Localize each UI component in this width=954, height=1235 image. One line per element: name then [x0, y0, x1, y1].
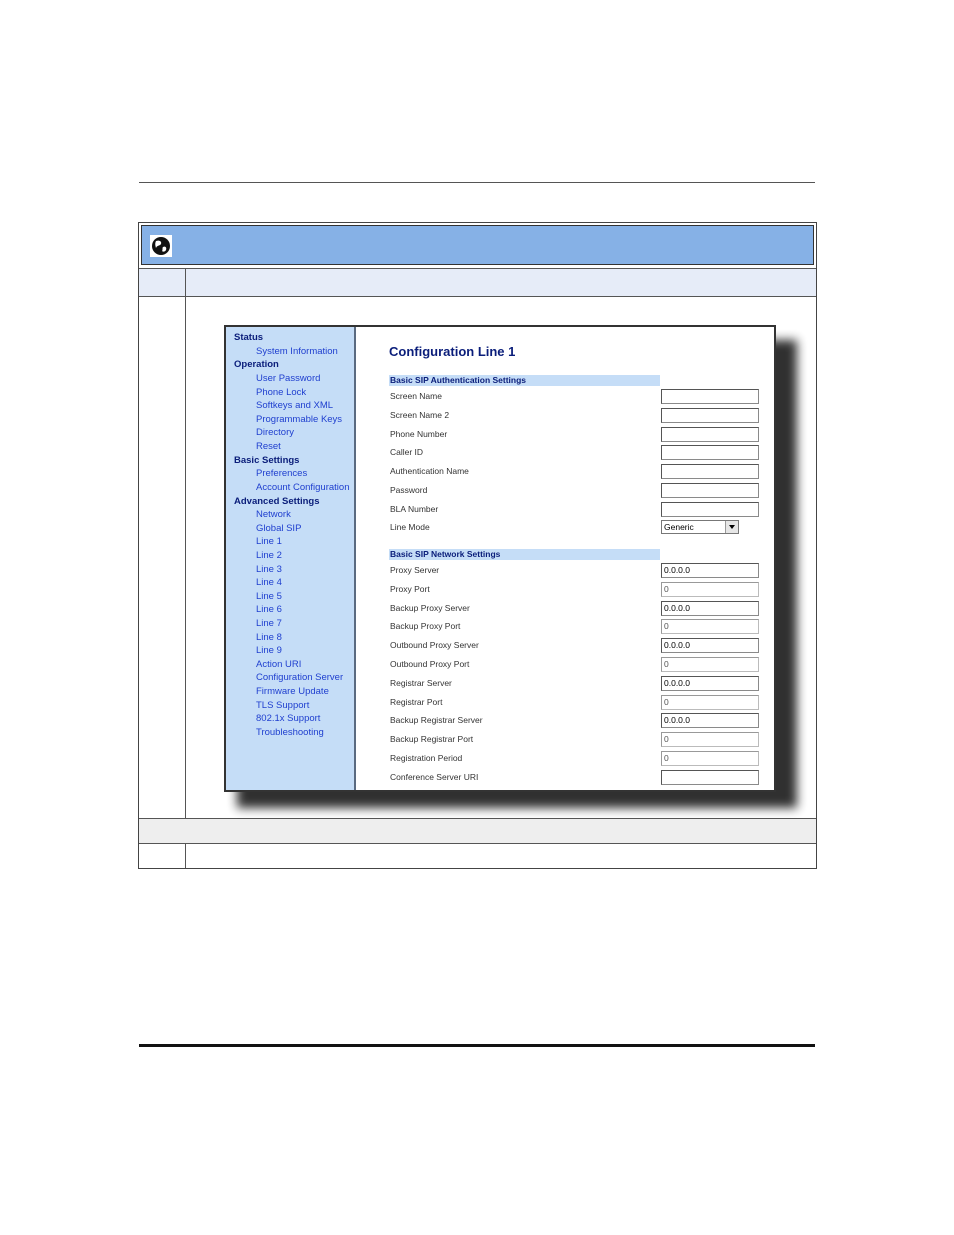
sidebar-item-line-2[interactable]: Line 2: [256, 550, 282, 561]
bla-number-input[interactable]: [661, 502, 759, 517]
backup-registrar-server-label: Backup Registrar Server: [390, 715, 483, 726]
phone-number-label: Phone Number: [390, 428, 448, 439]
screen-name-2-label: Screen Name 2: [390, 409, 450, 420]
outbound-proxy-server-input[interactable]: 0.0.0.0: [661, 638, 759, 653]
web-ui-screenshot: [224, 325, 776, 792]
sidebar-item-line-3[interactable]: Line 3: [256, 563, 282, 575]
sidebar-item-line-4[interactable]: Line 4: [256, 577, 282, 589]
registrar-port-label: Registrar Port: [390, 696, 443, 707]
backup-registrar-server-input[interactable]: 0.0.0.0: [661, 713, 759, 728]
table-row: [139, 844, 816, 868]
authentication-name-input[interactable]: [661, 464, 759, 479]
proxy-port-input[interactable]: 0: [661, 582, 759, 597]
sidebar-item-softkeys-and-xml[interactable]: Softkeys and XML: [256, 400, 334, 412]
sidebar-item-line-7[interactable]: Line 7: [256, 618, 282, 629]
backup-proxy-port-input[interactable]: 0: [661, 619, 759, 634]
sidebar-section-basic-settings[interactable]: Basic Settings: [234, 454, 300, 466]
proxy-server-input[interactable]: 0.0.0.0: [661, 563, 759, 578]
sidebar-item-line-5[interactable]: Line 5: [256, 590, 282, 602]
proxy-server-label: Proxy Server: [390, 565, 440, 575]
caller-id-input[interactable]: [661, 445, 759, 460]
sidebar-item-programmable-keys[interactable]: Programmable Keys: [256, 413, 343, 425]
line-mode-select[interactable]: [661, 520, 739, 534]
sidebar-item-reset[interactable]: Reset: [256, 441, 281, 452]
section-heading-auth: Basic SIP Authentication Settings: [389, 375, 660, 386]
backup-registrar-port-input[interactable]: 0: [661, 732, 759, 747]
bottom-rule: [139, 1044, 815, 1047]
sidebar-item-configuration-server[interactable]: Configuration Server: [256, 672, 344, 684]
caller-id-label: Caller ID: [390, 447, 424, 458]
page-title: Configuration Line 1: [389, 344, 516, 359]
sidebar-item-firmware-update[interactable]: Firmware Update: [256, 686, 329, 697]
registration-period-label: Registration Period: [390, 753, 463, 763]
sidebar-item-troubleshooting[interactable]: Troubleshooting: [256, 726, 324, 738]
backup-proxy-server-label: Backup Proxy Server: [390, 602, 470, 613]
conference-server-uri-input[interactable]: [661, 770, 759, 785]
screen-name-2-input[interactable]: [661, 408, 759, 423]
sidebar-item-line-8[interactable]: Line 8: [256, 631, 282, 643]
backup-proxy-server-input[interactable]: 0.0.0.0: [661, 601, 759, 616]
sidebar-item-global-sip[interactable]: Global SIP: [256, 522, 302, 534]
sidebar-item-system-information[interactable]: System Information: [256, 345, 338, 357]
section-heading-network: Basic SIP Network Settings: [389, 549, 660, 560]
table-header-bar: [141, 225, 814, 265]
table-row: [139, 818, 816, 844]
proxy-port-label: Proxy Port: [390, 583, 430, 594]
sidebar-item-line-6[interactable]: Line 6: [256, 604, 282, 616]
line-mode-value: Generic: [664, 522, 694, 532]
outbound-proxy-server-label: Outbound Proxy Server: [390, 640, 479, 651]
table-row: [139, 268, 816, 297]
sidebar-item-line-1[interactable]: Line 1: [256, 536, 282, 548]
sidebar-section-operation[interactable]: Operation: [234, 359, 279, 371]
outbound-proxy-port-input[interactable]: 0: [661, 657, 759, 672]
sidebar-nav: [226, 327, 356, 790]
sidebar-item-action-uri[interactable]: Action URI: [256, 658, 302, 670]
top-rule: [139, 182, 815, 183]
screen-name-input[interactable]: [661, 389, 759, 404]
sidebar-item-user-password[interactable]: User Password: [256, 373, 321, 384]
backup-registrar-port-label: Backup Registrar Port: [390, 734, 474, 745]
backup-proxy-port-label: Backup Proxy Port: [390, 621, 461, 632]
sidebar-item-directory[interactable]: Directory: [256, 427, 295, 439]
sidebar-item-tls-support[interactable]: TLS Support: [256, 699, 310, 711]
authentication-name-label: Authentication Name: [390, 466, 469, 477]
sidebar-section-advanced-settings[interactable]: Advanced Settings: [234, 495, 320, 507]
sidebar-item-802-1x-support[interactable]: 802.1x Support: [256, 713, 321, 725]
sidebar-item-preferences[interactable]: Preferences: [256, 468, 308, 480]
registrar-port-input[interactable]: 0: [661, 695, 759, 710]
globe-icon: [150, 235, 172, 257]
sidebar-item-phone-lock[interactable]: Phone Lock: [256, 386, 307, 398]
registrar-server-label: Registrar Server: [390, 677, 452, 688]
outbound-proxy-port-label: Outbound Proxy Port: [390, 659, 470, 669]
main-content: [356, 327, 774, 790]
line-mode-label: Line Mode: [390, 522, 430, 532]
sidebar-item-line-9[interactable]: Line 9: [256, 645, 282, 657]
password-label: Password: [390, 485, 428, 495]
registration-period-input[interactable]: 0: [661, 751, 759, 766]
password-input[interactable]: [661, 483, 759, 498]
sidebar-item-account-configuration[interactable]: Account Configuration: [256, 481, 350, 493]
phone-number-input[interactable]: [661, 427, 759, 442]
sidebar-item-network[interactable]: Network: [256, 509, 291, 521]
chevron-down-icon[interactable]: [725, 521, 738, 533]
sidebar-section-status[interactable]: Status: [234, 332, 264, 343]
screen-name-label: Screen Name: [390, 391, 442, 401]
conference-server-uri-label: Conference Server URI: [390, 771, 479, 782]
registrar-server-input[interactable]: 0.0.0.0: [661, 676, 759, 691]
bla-number-label: BLA Number: [390, 503, 439, 514]
